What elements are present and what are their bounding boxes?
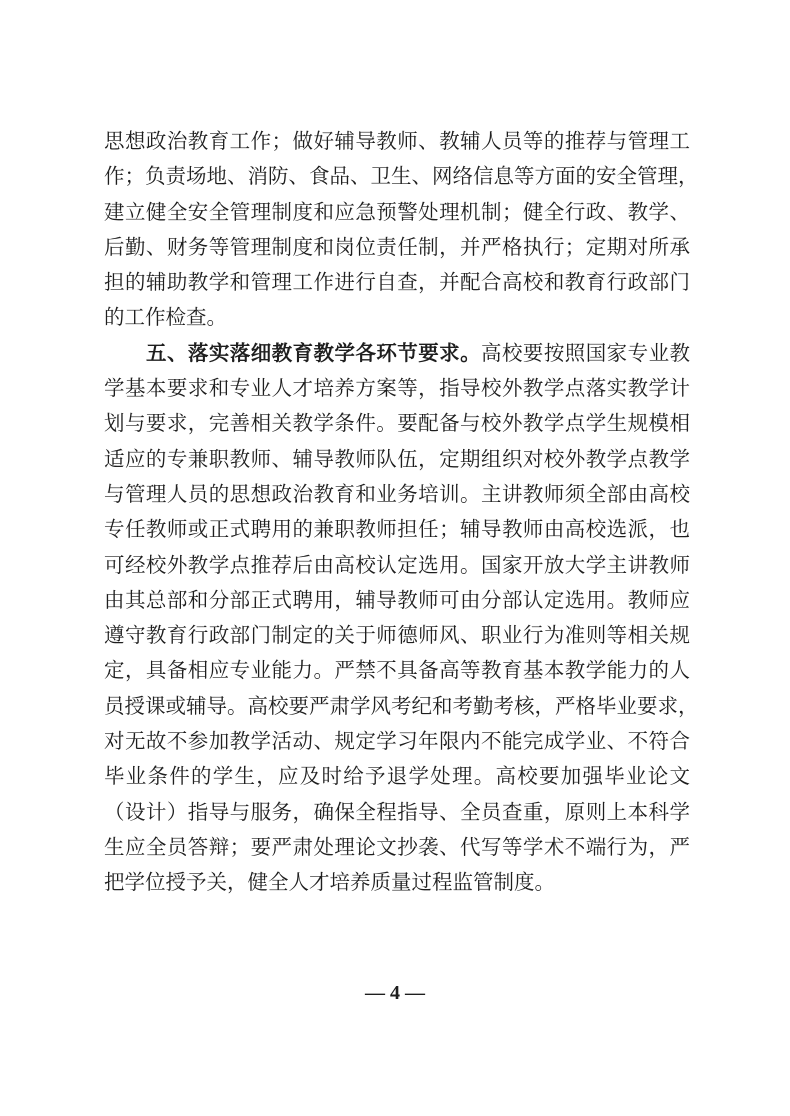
text-line: 可经校外教学点推荐后由高校认定选用。国家开放大学主讲教师: [104, 552, 690, 577]
text-line: 对无故不参加教学活动、规定学习年限内不能完成学业、不符合: [104, 729, 690, 754]
text-line: 员授课或辅导。高校要严肃学风考纪和考勤考核，严格毕业要求，: [104, 693, 699, 718]
text-line: 毕业条件的学生，应及时给予退学处理。高校要加强毕业论文: [104, 764, 690, 789]
text-line: 划与要求，完善相关教学条件。要配备与校外教学点学生规模相: [104, 411, 690, 436]
text-line: 定，具备相应专业能力。严禁不具备高等教育基本教学能力的人: [104, 658, 690, 683]
text-line: 后勤、财务等管理制度和岗位责任制，并严格执行；定期对所承: [104, 234, 690, 259]
text-line: 学基本要求和专业人才培养方案等，指导校外教学点落实教学计: [104, 376, 690, 401]
text-line: 建立健全安全管理制度和应急预警处理机制；健全行政、教学、: [104, 199, 690, 224]
text-line: 担的辅助教学和管理工作进行自查，并配合高校和教育行政部门: [104, 270, 690, 295]
text-line: 思想政治教育工作；做好辅导教师、教辅人员等的推荐与管理工: [104, 129, 690, 153]
text-line: 生应全员答辩；要严肃处理论文抄袭、代写等学术不端行为，严: [104, 834, 690, 859]
text-line: 适应的专兼职教师、辅导教师队伍，定期组织对校外教学点教学: [104, 446, 690, 471]
text-line: 专任教师或正式聘用的兼职教师担任；辅导教师由高校选派，也: [104, 517, 690, 542]
text-line: （设计）指导与服务，确保全程指导、全员查重，原则上本科学: [104, 799, 690, 824]
text-line: 与管理人员的思想政治教育和业务培训。主讲教师须全部由高校: [104, 481, 690, 506]
body-text: [104, 124, 699, 901]
text-line: 作；负责场地、消防、食品、卫生、网络信息等方面的安全管理，: [104, 164, 699, 189]
text-line: 遵守教育行政部门制定的关于师德师风、职业行为准则等相关规: [104, 623, 690, 648]
section-first-line-text: 高校要按照国家专业教: [481, 340, 691, 365]
section-heading: 五、落实落细教育教学各环节要求。: [146, 340, 482, 365]
text-line: 把学位授予关，健全人才培养质量过程监管制度。: [104, 870, 555, 895]
page-number: — 4 —: [365, 982, 425, 1004]
text-line: 由其总部和分部正式聘用，辅导教师可由分部认定选用。教师应: [104, 587, 690, 612]
section-first-line: [104, 336, 690, 371]
text-line: 的工作检查。: [104, 305, 227, 330]
